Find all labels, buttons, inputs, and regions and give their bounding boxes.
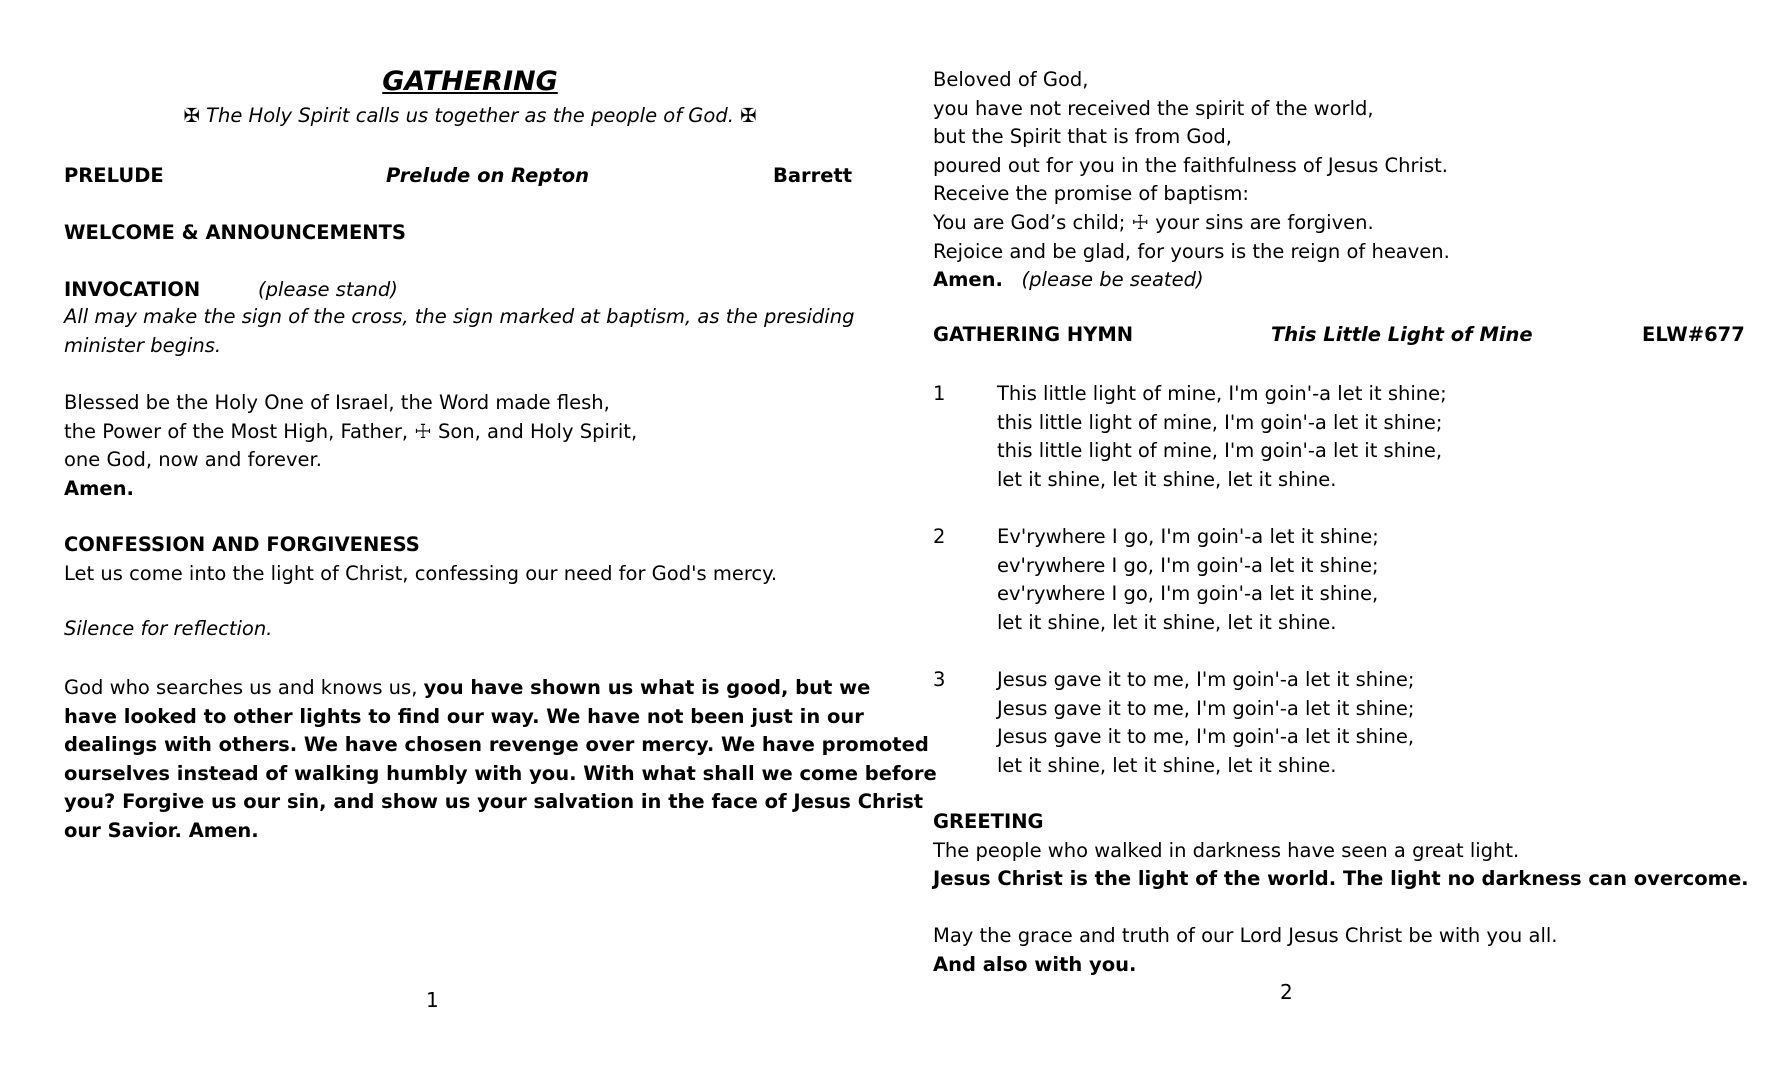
greeting-label: GREETING <box>933 810 1044 833</box>
page-number: 1 <box>426 988 439 1012</box>
prelude-piece: Prelude on Repton <box>386 164 589 187</box>
spacer <box>933 894 1749 923</box>
absolution-line: but the Spirit that is from God, <box>933 125 1233 149</box>
absolution-line: Receive the promise of baptism: <box>933 182 1249 206</box>
confession-prayer <box>64 674 937 846</box>
confession-intro: Let us come into the light of Christ, confessing our need for God's mercy. <box>64 561 778 585</box>
prelude-composer: Barrett <box>773 164 853 187</box>
verse-line: Ev'rywhere I go, I'm goin'-a let it shine; <box>997 525 1379 548</box>
prayer-line: ourselves instead of walking humbly with you. With what shall we come before <box>64 761 937 785</box>
verse-line: ev'rywhere I go, I'm goin'-a let it shine, <box>997 582 1379 606</box>
confession-label: CONFESSION AND FORGIVENESS <box>64 533 420 556</box>
amen-note: (please be seated) <box>1021 268 1204 292</box>
absolution-line: poured out for you in the faithfulness of Jesus Christ. <box>933 153 1448 177</box>
invocation-line: the Power of the Most High, Father, ☩ Son, and Holy Spirit, <box>64 419 638 443</box>
confession-section <box>64 531 777 588</box>
verse-line: let it shine, let it shine, let it shine. <box>997 610 1337 634</box>
hymn-verse-1 <box>933 380 1633 495</box>
prayer-line: our Savior. Amen. <box>64 818 259 842</box>
hymn-label: GATHERING HYMN <box>933 323 1134 346</box>
greeting-response: And also with you. <box>933 952 1137 976</box>
absolution-line: Beloved of God, <box>933 68 1089 91</box>
absolution-line: You are God’s child; ☩ your sins are forgiven. <box>933 210 1374 234</box>
verse-line: this little light of mine, I'm goin'-a let it shine, <box>997 439 1443 463</box>
verse-lines <box>997 666 1414 780</box>
verse-number: 3 <box>933 668 946 691</box>
prelude-label: PRELUDE <box>64 164 164 187</box>
verse-number: 2 <box>933 525 946 548</box>
prayer-line: have looked to other lights to find our way. We have not been just in our <box>64 704 864 728</box>
prayer-line: you? Forgive us our sin, and show us your salvation in the face of Jesus Christ <box>64 790 924 814</box>
verse-line: This little light of mine, I'm goin'-a let it shine; <box>997 382 1447 405</box>
welcome-heading: WELCOME & ANNOUNCEMENTS <box>64 221 406 244</box>
verse-line: let it shine, let it shine, let it shine. <box>997 753 1337 777</box>
confession-rubric: Silence for reflection. <box>64 617 273 640</box>
invocation-rubric <box>64 303 854 360</box>
invocation-line: one God, now and forever. <box>64 448 322 472</box>
amen-response: Amen. <box>933 268 1003 292</box>
verse-line: this little light of mine, I'm goin'-a let it shine; <box>997 410 1443 434</box>
prayer-line-1 <box>64 674 937 703</box>
greeting-line: The people who walked in darkness have seen a great light. <box>933 838 1520 862</box>
invocation-note: (please stand) <box>258 278 398 301</box>
verse-lines <box>997 523 1379 637</box>
verse-line: Jesus gave it to me, I'm goin'-a let it shine; <box>997 668 1415 691</box>
prayer-line: dealings with others. We have chosen revenge over mercy. We have promoted <box>64 733 929 757</box>
greeting-response: Jesus Christ is the light of the world. The light no darkness can overcome. <box>933 867 1749 891</box>
verse-lines <box>997 380 1447 494</box>
greeting-section <box>933 808 1749 980</box>
prayer-leader-text: God who searches us and knows us, <box>64 676 424 699</box>
page-number: 2 <box>1280 980 1293 1004</box>
prayer-response-start: you have shown us what is good, but we <box>423 676 871 699</box>
section-subtitle: ✠ The Holy Spirit calls us together as the people of God. ✠ <box>183 104 757 127</box>
verse-number: 1 <box>933 382 946 405</box>
rubric-line: minister begins. <box>64 333 222 357</box>
hymn-number: ELW#677 <box>1642 323 1745 346</box>
hymn-verse-2 <box>933 523 1633 638</box>
verse-line: Jesus gave it to me, I'm goin'-a let it shine; <box>997 696 1415 720</box>
rubric-line: All may make the sign of the cross, the sign marked at baptism, as the presiding <box>64 305 855 328</box>
absolution-amen-line <box>933 266 1450 295</box>
invocation-response: Amen. <box>64 476 134 500</box>
verse-line: Jesus gave it to me, I'm goin'-a let it shine, <box>997 725 1415 749</box>
invocation-line: Blessed be the Holy One of Israel, the Word made flesh, <box>64 391 610 414</box>
absolution-line: you have not received the spirit of the world, <box>933 96 1374 120</box>
invocation-label: INVOCATION <box>64 278 201 301</box>
greeting-line: May the grace and truth of our Lord Jesus Christ be with you all. <box>933 924 1558 948</box>
verse-line: let it shine, let it shine, let it shine. <box>997 467 1337 491</box>
absolution <box>933 66 1450 295</box>
invocation-text <box>64 389 637 503</box>
section-title: GATHERING <box>382 66 558 97</box>
hymn-title: This Little Light of Mine <box>1271 323 1533 346</box>
bulletin-page-2 <box>896 0 1792 1088</box>
verse-line: ev'rywhere I go, I'm goin'-a let it shine; <box>997 553 1379 577</box>
absolution-line: Rejoice and be glad, for yours is the reign of heaven. <box>933 239 1450 263</box>
hymn-verse-3 <box>933 666 1633 781</box>
